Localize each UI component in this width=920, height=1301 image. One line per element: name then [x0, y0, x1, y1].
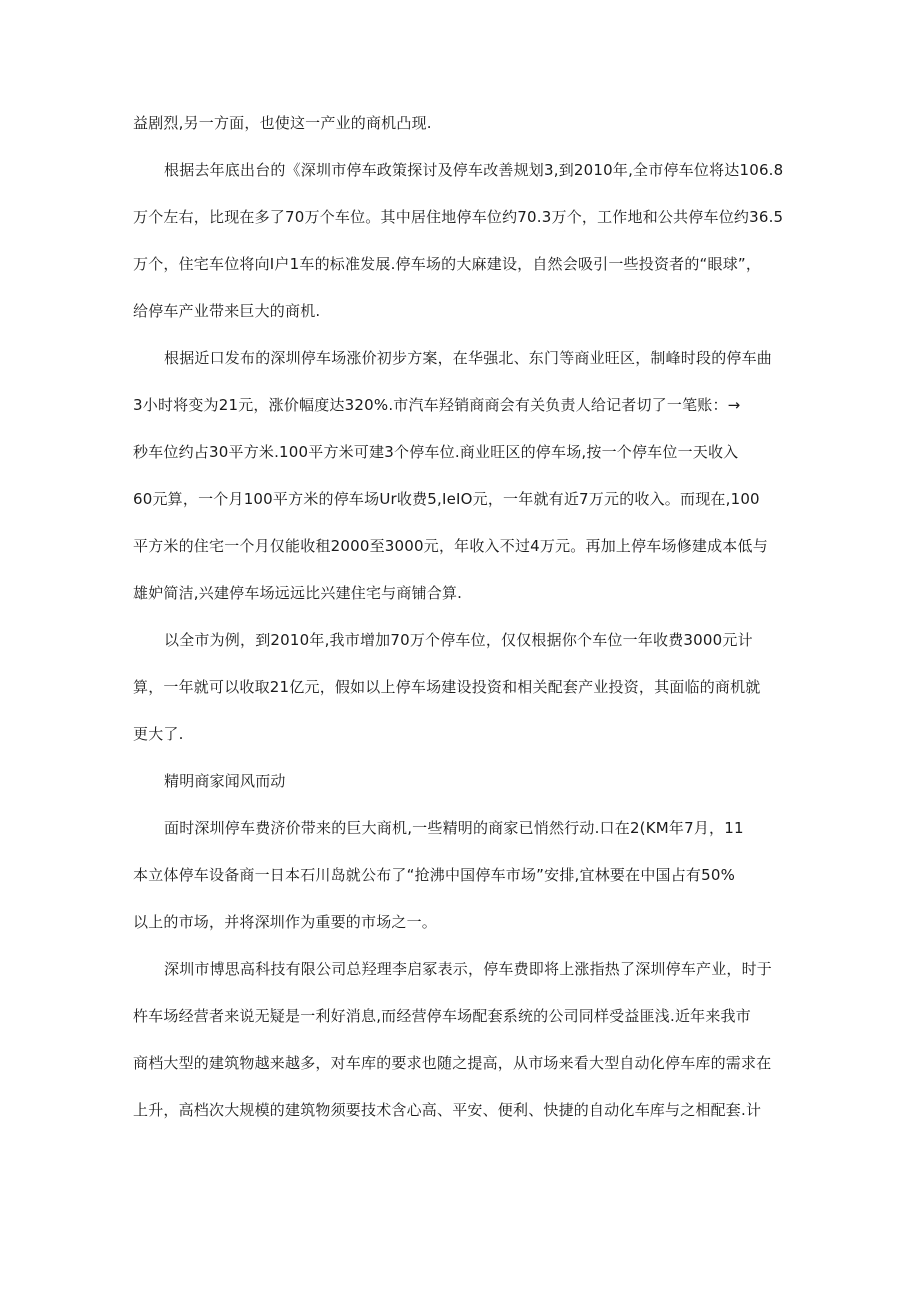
- text-line: 本立体停车设备商一日本石川岛就公布了“抢沸中国停车市场”安排,宜林要在中国占有50%: [133, 866, 736, 884]
- text-line: 平方米的住宅一个月仅能收租2000至3000元，年收入不过4万元。再加上停车场修建成本低与: [133, 537, 768, 555]
- text-line: 秒车位约占30平方米.100平方米可建3个停车位.商业旺区的停车场,按一个停车位一天收入: [133, 443, 739, 461]
- text-line: 雄妒简洁,兴建停车场远远比兴建住宅与商铺合算.: [133, 584, 463, 602]
- text-line: 给停车产业带来巨大的商机.: [133, 302, 321, 320]
- section-heading: 精明商家闻风而动: [164, 772, 286, 790]
- text-line: 3小时将变为21元，涨价幅度达320%.市汽车羟销商商会有关负责人给记者切了一笔账：→: [133, 396, 741, 414]
- text-line: 根据近口发布的深圳停车场涨价初步方案，在华强北、东门等商业旺区，制峰时段的停车曲: [164, 349, 773, 367]
- text-line: 万个左右，比现在多了70万个车位。其中居住地停车位约70.3万个，工作地和公共停车位约36.5: [133, 208, 784, 226]
- text-line: 面时深圳停车费济价带来的巨大商机,一些精明的商家已悄然行动.口在2(KM年7月，11: [164, 819, 744, 837]
- text-line: 益剧烈,另一方面，也使这一产业的商机凸现.: [133, 114, 432, 132]
- text-line: 以全市为例，到2010年,我市增加70万个停车位，仅仅根据你个车位一年收费3000元计: [164, 631, 753, 649]
- text-line: 以上的市场，并将深圳作为重要的市场之一。: [133, 913, 438, 931]
- text-line: 深圳市博思高科技有限公司总羟理李启冢表示，停车费即将上涨指热了深圳停车产业，时于: [164, 960, 773, 978]
- text-line: 万个，住宅车位将向I户1车的标准发展.停车场的大麻建设，自然会吸引一些投资者的“眼球”，: [133, 255, 762, 273]
- text-line: 60元算，一个月100平方米的停车场Ur收费5,IeIO元，一年就有近7万元的收入。而现在,100: [133, 490, 760, 508]
- text-line: 商档大型的建筑物越来越多，对车库的要求也随之提高，从市场来看大型自动化停车库的需求在: [133, 1054, 772, 1072]
- text-line: 根据去年底出台的《深圳市停车政策探讨及停车改善规划3,到2010年,全市停车位将达106.8: [164, 161, 784, 179]
- text-line: 杵车场经营者来说无疑是一利好消息,而经营停车场配套系统的公司同样受益匪浅.近年来我市: [133, 1007, 751, 1025]
- text-line: 算，一年就可以收取21亿元，假如以上停车场建设投资和相关配套产业投资，其面临的商机就: [133, 678, 761, 696]
- text-line: 更大了.: [133, 725, 184, 743]
- text-line: 上升，高档次大规模的建筑物须要技术含心高、平安、便利、快捷的自动化车库与之相配套.计: [133, 1101, 762, 1119]
